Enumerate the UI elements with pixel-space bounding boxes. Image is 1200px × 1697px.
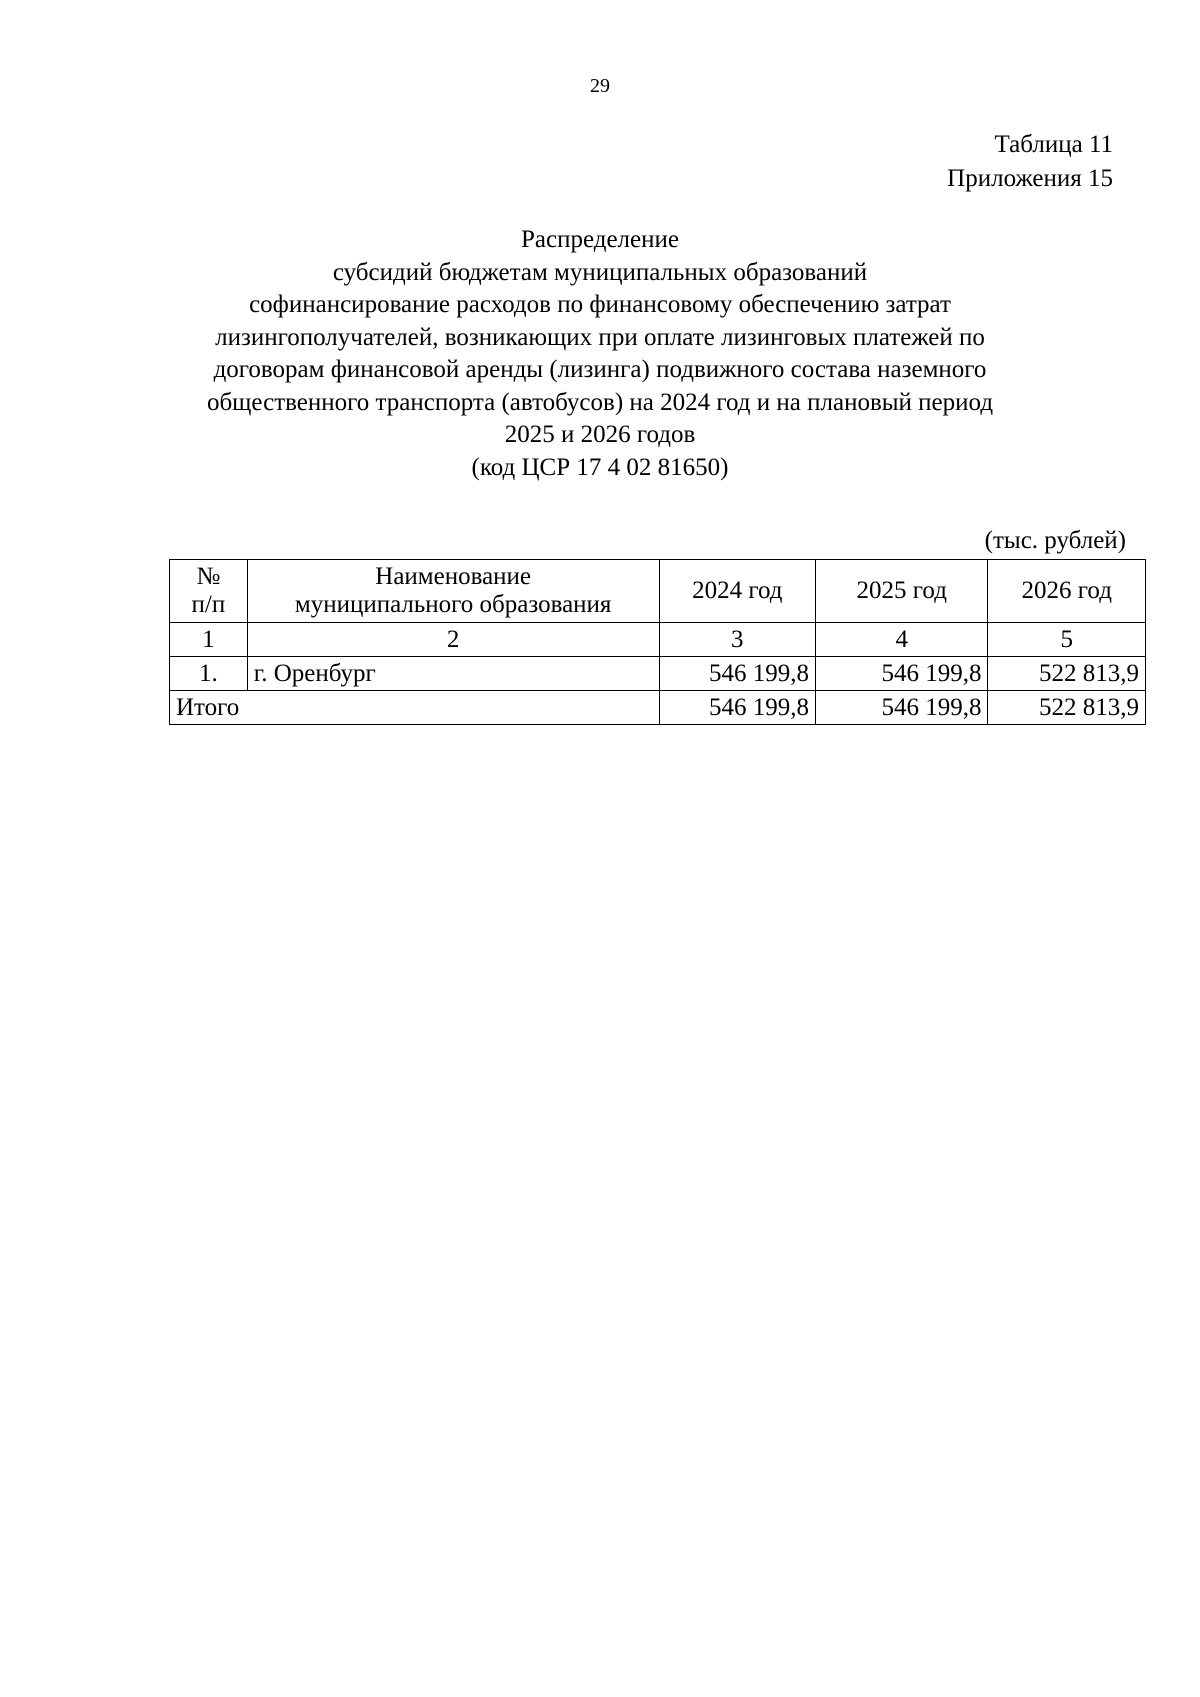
- budget-code-line: (код ЦСР 17 4 02 81650): [471, 453, 729, 481]
- title-line: лизингополучателей, возникающих при оплате лизинговых платежей по: [215, 323, 985, 351]
- title-line: общественного транспорта (автобусов) на 2024 год и на плановый период: [206, 388, 994, 416]
- total-label: Итого: [170, 691, 660, 725]
- title-line: Распределение: [521, 226, 679, 253]
- row-num: 1.: [170, 657, 248, 691]
- header-name-line1: Наименование: [375, 563, 532, 590]
- column-index: 5: [988, 623, 1146, 657]
- municipality-name: г. Оренбург: [247, 657, 659, 691]
- title-line: договорам финансовой аренды (лизинга) подвижного состава наземного: [213, 356, 987, 383]
- header-name-cell: [247, 560, 659, 623]
- value-2025: 546 199,8: [816, 657, 988, 691]
- distribution-table: [169, 559, 1146, 725]
- value-2026: 522 813,9: [988, 657, 1146, 691]
- title-line: субсидий бюджетам муниципальных образований: [332, 258, 868, 286]
- header-num-cell: [170, 560, 248, 623]
- header-num-symbol: №: [196, 563, 221, 590]
- total-2025: 546 199,8: [816, 691, 988, 725]
- table-row: [170, 657, 1146, 691]
- title-line: 2025 и 2026 годов: [504, 421, 696, 448]
- column-index: 2: [247, 623, 659, 657]
- column-index: 4: [816, 623, 988, 657]
- total-row: [170, 691, 1146, 725]
- page-number: 29: [590, 75, 610, 97]
- column-index: 3: [659, 623, 816, 657]
- header-num-abbrev: п/п: [191, 591, 226, 618]
- units-label: (тыс. рублей): [984, 527, 1126, 554]
- header-2024: 2024 год: [659, 560, 816, 623]
- column-index: 1: [170, 623, 248, 657]
- column-index-row: [170, 623, 1146, 657]
- appendix-number: Приложения 15: [947, 165, 1113, 192]
- title-line: софинансирование расходов по финансовому обеспечению затрат: [249, 291, 951, 318]
- header-name-line2: муниципального образования: [294, 591, 612, 618]
- document-title: [0, 224, 1200, 484]
- table-number: Таблица 11: [994, 131, 1113, 158]
- header-2025: 2025 год: [816, 560, 988, 623]
- value-2024: 546 199,8: [659, 657, 816, 691]
- total-2026: 522 813,9: [988, 691, 1146, 725]
- total-2024: 546 199,8: [659, 691, 816, 725]
- table-reference: [947, 128, 1113, 196]
- header-2026: 2026 год: [988, 560, 1146, 623]
- table-header-row: [170, 560, 1146, 623]
